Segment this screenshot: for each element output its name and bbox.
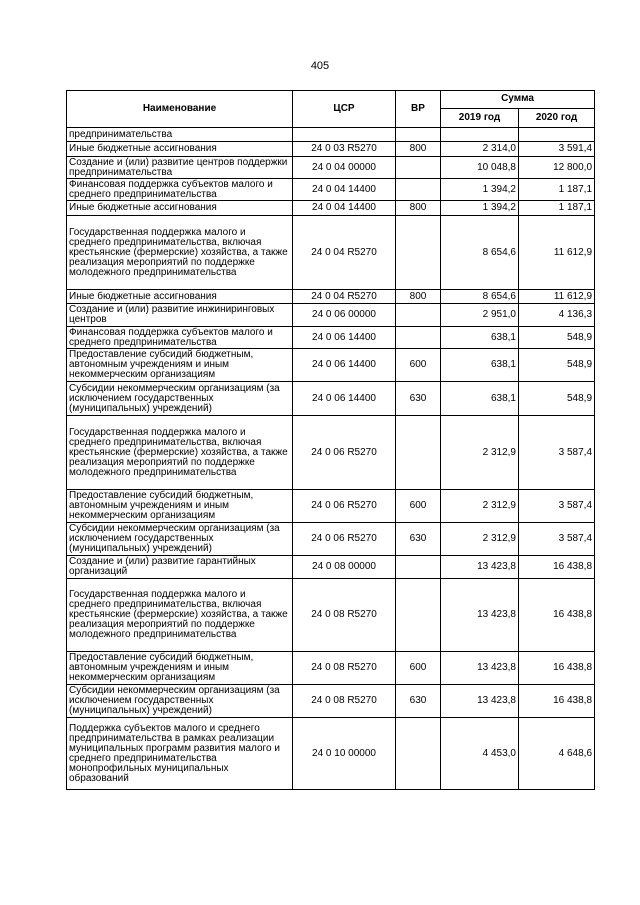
row-vr — [396, 216, 441, 290]
row-sum-2019: 13 423,8 — [441, 652, 519, 685]
row-csr: 24 0 08 00000 — [293, 556, 396, 579]
row-vr: 630 — [396, 685, 441, 718]
table-row — [67, 201, 595, 216]
row-name: Создание и (или) развитие инжиниринговых центров — [67, 304, 293, 327]
row-sum-2020: 3 591,4 — [519, 142, 595, 157]
header-vr: ВР — [396, 91, 441, 128]
row-csr: 24 0 06 14400 — [293, 349, 396, 382]
page-number: 405 — [310, 60, 330, 72]
row-name: предпринимательства — [67, 128, 293, 142]
row-csr: 24 0 06 R5270 — [293, 416, 396, 490]
row-sum-2019: 638,1 — [441, 382, 519, 416]
row-name: Субсидии некоммерческим организациям (за исключением государственных (муниципальных) учреждений) — [67, 523, 293, 556]
row-name: Предоставление субсидий бюджетным, автономным учреждениям и иным некоммерческим организациям — [67, 349, 293, 382]
row-sum-2019: 10 048,8 — [441, 157, 519, 179]
budget-table — [66, 90, 595, 790]
row-sum-2020: 16 438,8 — [519, 579, 595, 652]
row-vr — [396, 579, 441, 652]
row-name: Поддержка субъектов малого и среднего предпринимательства в рамках реализации муниципальных программ развития малого и среднего предпринимательства монопрофильных муниципальных образований — [67, 718, 293, 790]
row-sum-2019: 2 312,9 — [441, 523, 519, 556]
row-vr — [396, 128, 441, 142]
row-vr — [396, 416, 441, 490]
row-csr: 24 0 10 00000 — [293, 718, 396, 790]
row-csr: 24 0 04 R5270 — [293, 216, 396, 290]
table-body — [67, 128, 595, 790]
row-sum-2019: 4 453,0 — [441, 718, 519, 790]
row-sum-2020: 11 612,9 — [519, 290, 595, 304]
row-sum-2019: 13 423,8 — [441, 579, 519, 652]
table-row — [67, 579, 595, 652]
row-sum-2019: 13 423,8 — [441, 556, 519, 579]
row-sum-2020: 1 187,1 — [519, 179, 595, 201]
row-vr — [396, 179, 441, 201]
row-csr: 24 0 04 00000 — [293, 157, 396, 179]
table-row — [67, 416, 595, 490]
row-csr: 24 0 04 14400 — [293, 179, 396, 201]
row-name: Иные бюджетные ассигнования — [67, 142, 293, 157]
row-vr: 800 — [396, 290, 441, 304]
row-sum-2020: 548,9 — [519, 327, 595, 349]
row-name: Государственная поддержка малого и среднего предпринимательства, включая крестьянские (фермерские) хозяйства, а также реализация мероприятий по поддержке молодежного предпринимательства — [67, 416, 293, 490]
row-sum-2019: 8 654,6 — [441, 290, 519, 304]
row-sum-2020: 11 612,9 — [519, 216, 595, 290]
row-sum-2019: 2 312,9 — [441, 490, 519, 523]
row-sum-2019: 2 951,0 — [441, 304, 519, 327]
row-sum-2020: 3 587,4 — [519, 416, 595, 490]
row-vr — [396, 157, 441, 179]
row-vr — [396, 327, 441, 349]
header-name: Наименование — [67, 91, 293, 128]
row-name: Финансовая поддержка субъектов малого и среднего предпринимательства — [67, 179, 293, 201]
table-row — [67, 128, 595, 142]
row-vr: 600 — [396, 349, 441, 382]
row-name: Субсидии некоммерческим организациям (за исключением государственных (муниципальных) учреждений) — [67, 685, 293, 718]
row-name: Государственная поддержка малого и среднего предпринимательства, включая крестьянские (фермерские) хозяйства, а также реализация мероприятий по поддержке молодежного предпринимательства — [67, 216, 293, 290]
row-sum-2019: 2 312,9 — [441, 416, 519, 490]
header-sum: Сумма — [441, 91, 595, 109]
row-csr: 24 0 06 00000 — [293, 304, 396, 327]
row-csr: 24 0 08 R5270 — [293, 685, 396, 718]
row-sum-2020: 16 438,8 — [519, 652, 595, 685]
row-csr: 24 0 08 R5270 — [293, 579, 396, 652]
table-row — [67, 304, 595, 327]
row-vr: 800 — [396, 201, 441, 216]
row-sum-2019: 638,1 — [441, 349, 519, 382]
row-sum-2019: 638,1 — [441, 327, 519, 349]
row-csr: 24 0 06 14400 — [293, 382, 396, 416]
row-name: Предоставление субсидий бюджетным, автономным учреждениям и иным некоммерческим организациям — [67, 490, 293, 523]
table-row — [67, 142, 595, 157]
row-csr: 24 0 03 R5270 — [293, 142, 396, 157]
row-csr: 24 0 04 R5270 — [293, 290, 396, 304]
row-csr: 24 0 04 14400 — [293, 201, 396, 216]
row-vr — [396, 304, 441, 327]
table-row — [67, 179, 595, 201]
row-sum-2019: 1 394,2 — [441, 179, 519, 201]
row-name: Иные бюджетные ассигнования — [67, 290, 293, 304]
row-sum-2020: 548,9 — [519, 349, 595, 382]
row-name: Предоставление субсидий бюджетным, автономным учреждениям и иным некоммерческим организациям — [67, 652, 293, 685]
row-name: Государственная поддержка малого и среднего предпринимательства, включая крестьянские (фермерские) хозяйства, а также реализация мероприятий по поддержке молодежного предпринимательства — [67, 579, 293, 652]
row-vr: 800 — [396, 142, 441, 157]
row-vr — [396, 556, 441, 579]
row-sum-2020: 548,9 — [519, 382, 595, 416]
table-row — [67, 685, 595, 718]
row-sum-2020: 16 438,8 — [519, 556, 595, 579]
row-sum-2020: 3 587,4 — [519, 490, 595, 523]
row-vr: 600 — [396, 490, 441, 523]
row-sum-2020: 4 136,3 — [519, 304, 595, 327]
row-sum-2019 — [441, 128, 519, 142]
table-row — [67, 556, 595, 579]
header-year-2020: 2020 год — [519, 108, 595, 127]
row-csr: 24 0 06 R5270 — [293, 490, 396, 523]
row-name: Создание и (или) развитие гарантийных организаций — [67, 556, 293, 579]
row-sum-2019: 2 314,0 — [441, 142, 519, 157]
row-csr: 24 0 06 14400 — [293, 327, 396, 349]
row-sum-2020: 1 187,1 — [519, 201, 595, 216]
table-row — [67, 490, 595, 523]
row-sum-2019: 8 654,6 — [441, 216, 519, 290]
row-vr: 600 — [396, 652, 441, 685]
row-sum-2020: 3 587,4 — [519, 523, 595, 556]
table-row — [67, 157, 595, 179]
table-row — [67, 382, 595, 416]
row-vr: 630 — [396, 523, 441, 556]
row-csr — [293, 128, 396, 142]
table-row — [67, 718, 595, 790]
row-sum-2020: 16 438,8 — [519, 685, 595, 718]
row-name: Финансовая поддержка субъектов малого и среднего предпринимательства — [67, 327, 293, 349]
row-sum-2019: 13 423,8 — [441, 685, 519, 718]
row-name: Субсидии некоммерческим организациям (за исключением государственных (муниципальных) учреждений) — [67, 382, 293, 416]
row-sum-2020 — [519, 128, 595, 142]
table-row — [67, 523, 595, 556]
table-row — [67, 349, 595, 382]
table-row — [67, 327, 595, 349]
row-name: Создание и (или) развитие центров поддержки предпринимательства — [67, 157, 293, 179]
row-vr — [396, 718, 441, 790]
row-csr: 24 0 06 R5270 — [293, 523, 396, 556]
header-csr: ЦСР — [293, 91, 396, 128]
table-row — [67, 290, 595, 304]
row-sum-2020: 4 648,6 — [519, 718, 595, 790]
row-vr: 630 — [396, 382, 441, 416]
row-csr: 24 0 08 R5270 — [293, 652, 396, 685]
table-row — [67, 652, 595, 685]
header-year-2019: 2019 год — [441, 108, 519, 127]
row-sum-2019: 1 394,2 — [441, 201, 519, 216]
table-row — [67, 216, 595, 290]
row-name: Иные бюджетные ассигнования — [67, 201, 293, 216]
row-sum-2020: 12 800,0 — [519, 157, 595, 179]
